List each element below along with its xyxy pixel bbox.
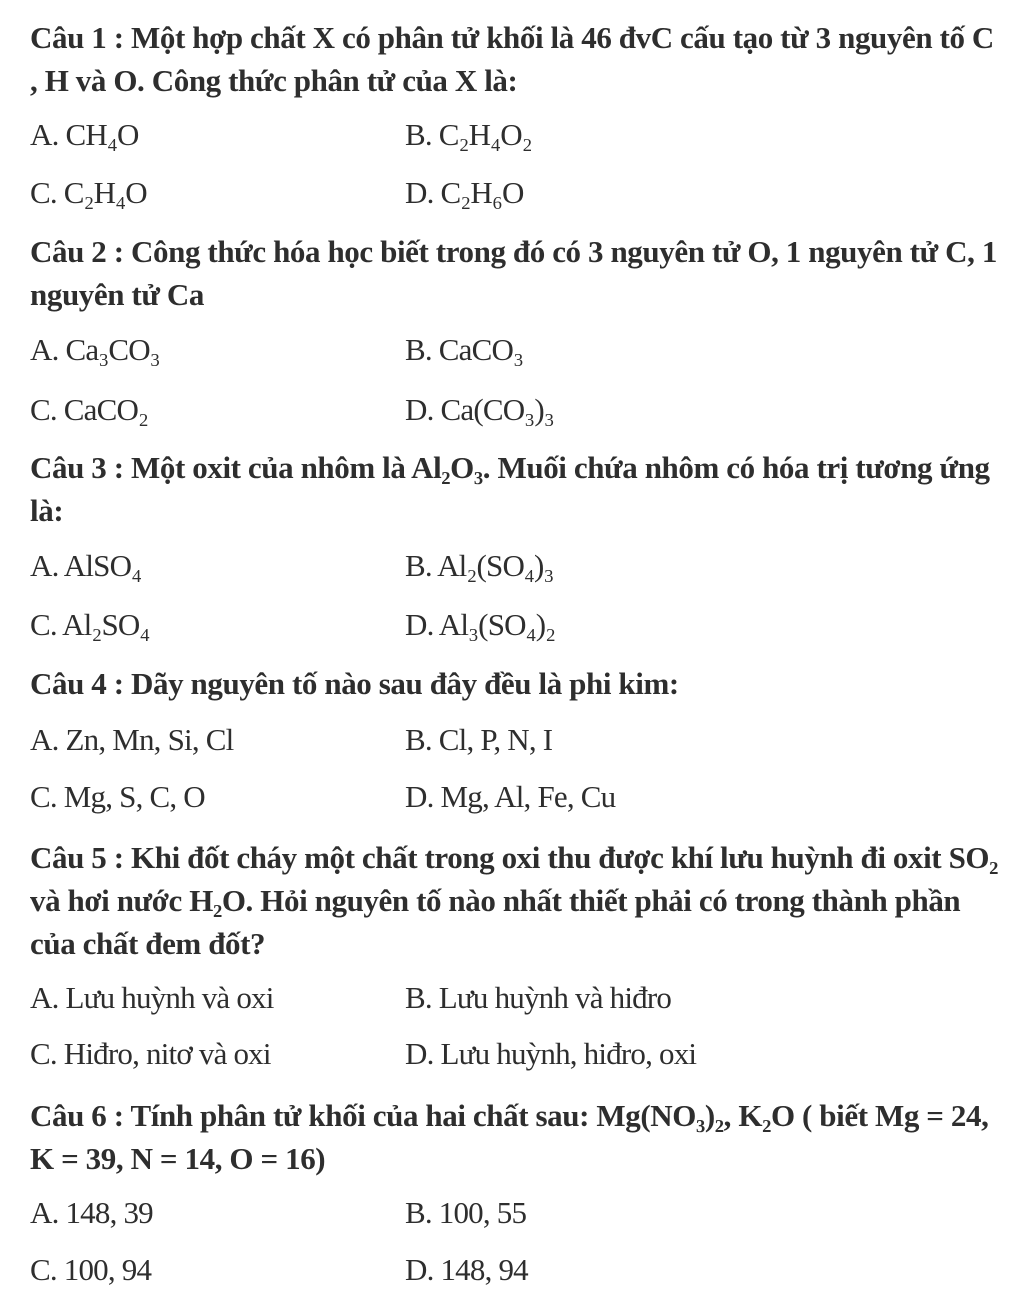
question-stem: Một oxit của nhôm là Al₂O₃. Muối chứa nhôm có hóa trị tương ứng là: [30,450,990,528]
option-d: D. C₂H₆O [405,175,524,210]
question-label: Câu 5 : [30,840,132,875]
option-d: D. Lưu huỳnh, hiđro, oxi [405,1036,697,1071]
option-a: A. CH₄O [30,117,139,152]
option-b: B. Cl, P, N, I [405,722,553,757]
question-label: Câu 4 : [30,666,132,701]
question-label: Câu 6 : [30,1098,131,1133]
option-b: B. 100, 55 [405,1195,527,1230]
option-a: A. AlSO₄ [30,548,142,583]
option-d: D. Ca(CO₃)₃ [405,392,554,427]
question-stem: Tính phân tử khối của hai chất sau: Mg(NO₃)₂, K₂O ( biết Mg = 24, K = 39, N = 14, O = 16) [30,1098,989,1176]
question-3 [30,446,1005,532]
option-d: D. Al₃(SO₄)₂ [405,607,556,642]
option-d: D. Mg, Al, Fe, Cu [405,779,616,814]
option-a: A. Ca₃CO₃ [30,332,160,367]
option-b: B. Al₂(SO₄)₃ [405,548,554,583]
question-5 [30,836,1005,965]
option-c: C. Al₂SO₄ [30,607,150,642]
question-stem: Khi đốt cháy một chất trong oxi thu được khí lưu huỳnh đi oxit SO₂ và hơi nước H₂O. Hỏi nguyên tố nào nhất thiết phải có trong thành phần của chất đem đốt? [30,840,999,961]
question-4 [30,662,1005,705]
option-c: C. Hiđro, nitơ và oxi [30,1036,271,1071]
option-c: C. CaCO₂ [30,392,149,427]
question-stem: Một hợp chất X có phân tử khối là 46 đvC cấu tạo từ 3 nguyên tố C , H và O. Công thức phân tử của X là: [30,20,994,98]
question-1 [30,16,1005,102]
option-c: C. Mg, S, C, O [30,779,205,814]
option-a: A. Lưu huỳnh và oxi [30,980,274,1015]
option-c: C. 100, 94 [30,1252,152,1287]
question-6 [30,1094,1005,1180]
question-label: Câu 1 : [30,20,132,55]
question-label: Câu 2 : [30,234,132,269]
option-b: B. CaCO₃ [405,332,524,367]
question-stem: Dãy nguyên tố nào sau đây đều là phi kim: [131,666,679,701]
option-b: B. Lưu huỳnh và hiđro [405,980,672,1015]
option-a: A. 148, 39 [30,1195,153,1230]
question-2 [30,230,1005,316]
option-b: B. C₂H₄O₂ [405,117,532,152]
option-d: D. 148, 94 [405,1252,528,1287]
question-stem: Công thức hóa học biết trong đó có 3 nguyên tử O, 1 nguyên tử C, 1 nguyên tử Ca [30,234,997,312]
option-c: C. C₂H₄O [30,175,147,210]
question-label: Câu 3 : [30,450,132,485]
option-a: A. Zn, Mn, Si, Cl [30,722,234,757]
